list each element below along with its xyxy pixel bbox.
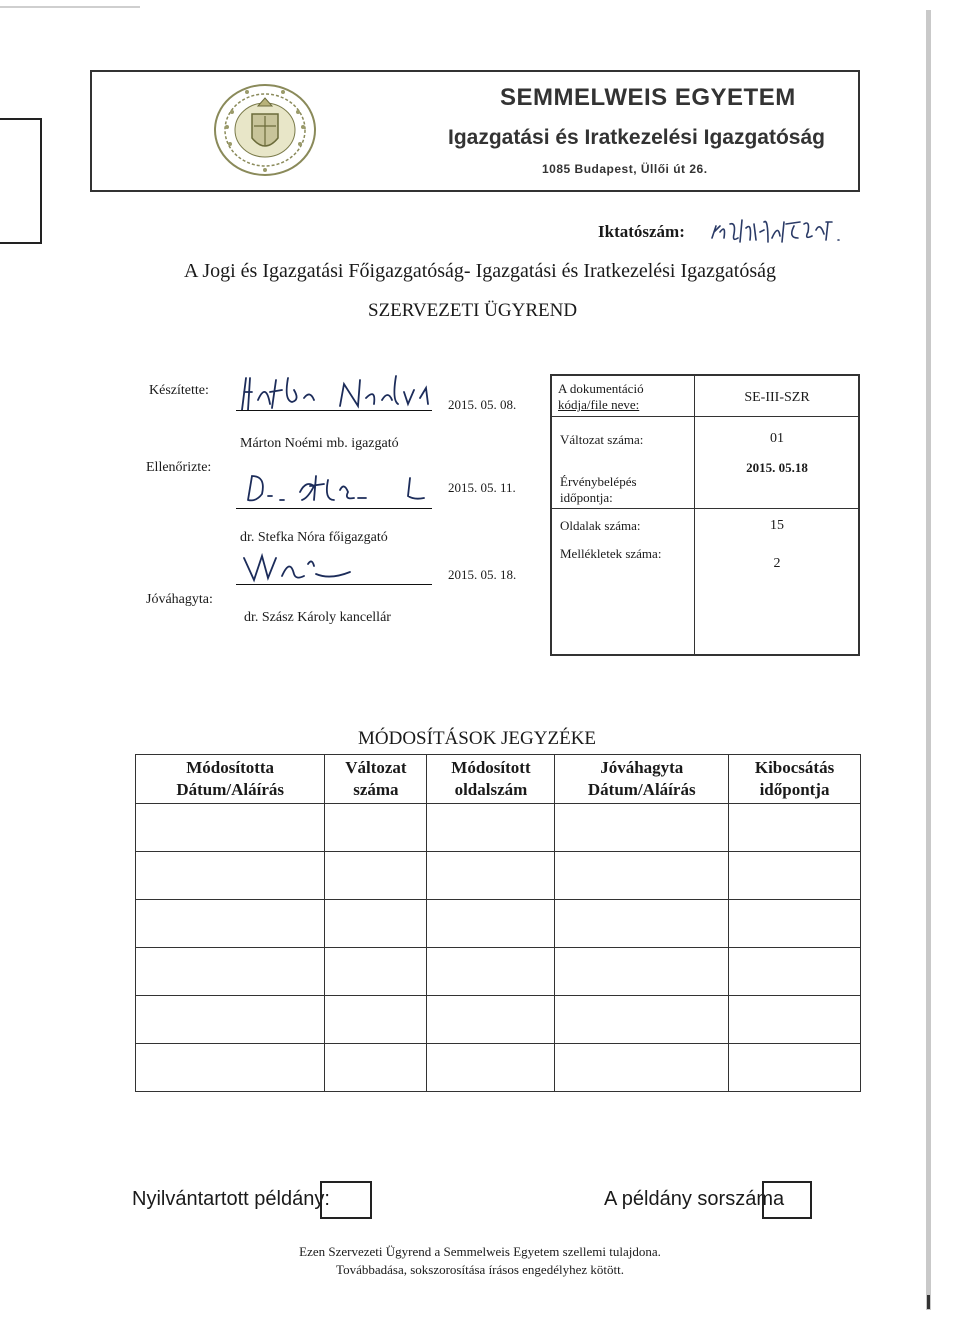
modification-cell: [427, 852, 555, 900]
column-header: Jóváhagyta Dátum/Aláírás: [555, 755, 729, 804]
prepared-date: 2015. 05. 08.: [448, 397, 517, 412]
modification-cell: [136, 900, 325, 948]
modifications-table: [135, 754, 861, 1092]
checked-name: dr. Stefka Nóra főigazgató: [240, 530, 388, 545]
modification-cell: [136, 804, 325, 852]
checked-date: 2015. 05. 11.: [448, 480, 516, 495]
code-label-line2: kódja/file neve:: [558, 397, 640, 412]
modifications-title: MÓDOSÍTÁSOK JEGYZÉKE: [358, 728, 597, 749]
modification-cell: [555, 996, 729, 1044]
checked-signature: [244, 470, 434, 511]
registered-copy-label: Nyilvántartott példány:: [132, 1188, 330, 1210]
annexes-label: Mellékletek száma:: [560, 546, 662, 561]
registration-number-label: Iktatószám:: [598, 222, 685, 241]
approved-date: 2015. 05. 18.: [448, 567, 517, 582]
modification-row: [136, 996, 861, 1044]
column-header: Változat száma: [325, 755, 427, 804]
modification-cell: [729, 948, 861, 996]
modification-cell: [555, 900, 729, 948]
modification-cell: [325, 1044, 427, 1092]
pages-value: 15: [770, 518, 784, 533]
modification-cell: [427, 804, 555, 852]
modification-cell: [427, 1044, 555, 1092]
approved-label: Jóváhagyta:: [146, 592, 213, 607]
footer-restriction: Továbbadása, sokszorosítása írásos engedélyhez kötött.: [336, 1262, 624, 1277]
column-header: Kibocsátás időpontja: [729, 755, 861, 804]
version-value: 01: [770, 431, 784, 446]
modification-cell: [729, 900, 861, 948]
effective-label-line1: Érvénybelépés: [560, 474, 637, 489]
prepared-signature-line: [236, 410, 432, 411]
modification-cell: [136, 996, 325, 1044]
registered-copy-box: [320, 1181, 372, 1219]
modification-cell: [136, 1044, 325, 1092]
address: 1085 Budapest, Üllői út 26.: [542, 162, 708, 176]
modification-cell: [427, 996, 555, 1044]
prepared-signature: [236, 370, 436, 419]
modification-cell: [729, 852, 861, 900]
effective-value: 2015. 05.18: [746, 460, 808, 475]
modification-cell: [729, 996, 861, 1044]
modifications-header-row: [136, 755, 861, 804]
prepared-label: Készítette:: [149, 383, 209, 398]
modification-cell: [555, 1044, 729, 1092]
modification-cell: [136, 852, 325, 900]
university-name: SEMMELWEIS EGYETEM: [500, 84, 796, 111]
modification-row: [136, 900, 861, 948]
modification-cell: [555, 852, 729, 900]
approved-name: dr. Szász Károly kancellár: [244, 610, 391, 625]
modification-cell: [729, 804, 861, 852]
modification-row: [136, 1044, 861, 1092]
modification-cell: [325, 804, 427, 852]
version-label: Változat száma:: [560, 432, 644, 447]
document-organization: A Jogi és Igazgatási Főigazgatóság- Igazgatási és Iratkezelési Igazgatóság: [184, 260, 776, 282]
copy-serial-label: A példány sorszáma: [604, 1188, 785, 1210]
modifications-body: [136, 804, 861, 1092]
footer-ownership: Ezen Szervezeti Ügyrend a Semmelweis Egyetem szellemi tulajdona.: [299, 1244, 661, 1259]
university-seal-icon: [212, 82, 318, 183]
modification-cell: [136, 948, 325, 996]
info-box-divider: [694, 376, 695, 654]
modification-row: [136, 852, 861, 900]
modification-cell: [325, 852, 427, 900]
modification-cell: [555, 804, 729, 852]
annexes-value: 2: [773, 556, 781, 571]
registration-number-handwritten: [708, 212, 848, 253]
document-title: SZERVEZETI ÜGYREND: [368, 300, 578, 321]
info-row-divider: [552, 416, 858, 417]
modification-cell: [325, 900, 427, 948]
info-row-divider: [552, 508, 858, 509]
modification-cell: [427, 900, 555, 948]
modification-cell: [555, 948, 729, 996]
column-header: Módosította Dátum/Aláírás: [136, 755, 325, 804]
modification-row: [136, 804, 861, 852]
approved-signature-line: [236, 584, 432, 585]
department-name: Igazgatási és Iratkezelési Igazgatóság: [448, 126, 825, 149]
modification-cell: [325, 948, 427, 996]
scan-artifact-line: [0, 6, 140, 8]
effective-label-line2: időpontja:: [560, 490, 613, 505]
scan-artifact-mark: [927, 1295, 930, 1309]
code-label-line1: A dokumentáció: [558, 381, 644, 396]
modification-cell: [729, 1044, 861, 1092]
code-value: SE-III-SZR: [744, 390, 810, 405]
checked-signature-line: [236, 508, 432, 509]
copy-serial-box: [762, 1181, 812, 1219]
pages-label: Oldalak száma:: [560, 518, 641, 533]
scan-artifact-bracket: [0, 118, 42, 244]
prepared-name: Márton Noémi mb. igazgató: [240, 436, 399, 451]
modification-cell: [325, 996, 427, 1044]
modification-row: [136, 948, 861, 996]
scan-artifact-edge: [926, 10, 931, 1310]
modification-cell: [427, 948, 555, 996]
column-header: Módosított oldalszám: [427, 755, 555, 804]
checked-label: Ellenőrizte:: [146, 460, 212, 475]
